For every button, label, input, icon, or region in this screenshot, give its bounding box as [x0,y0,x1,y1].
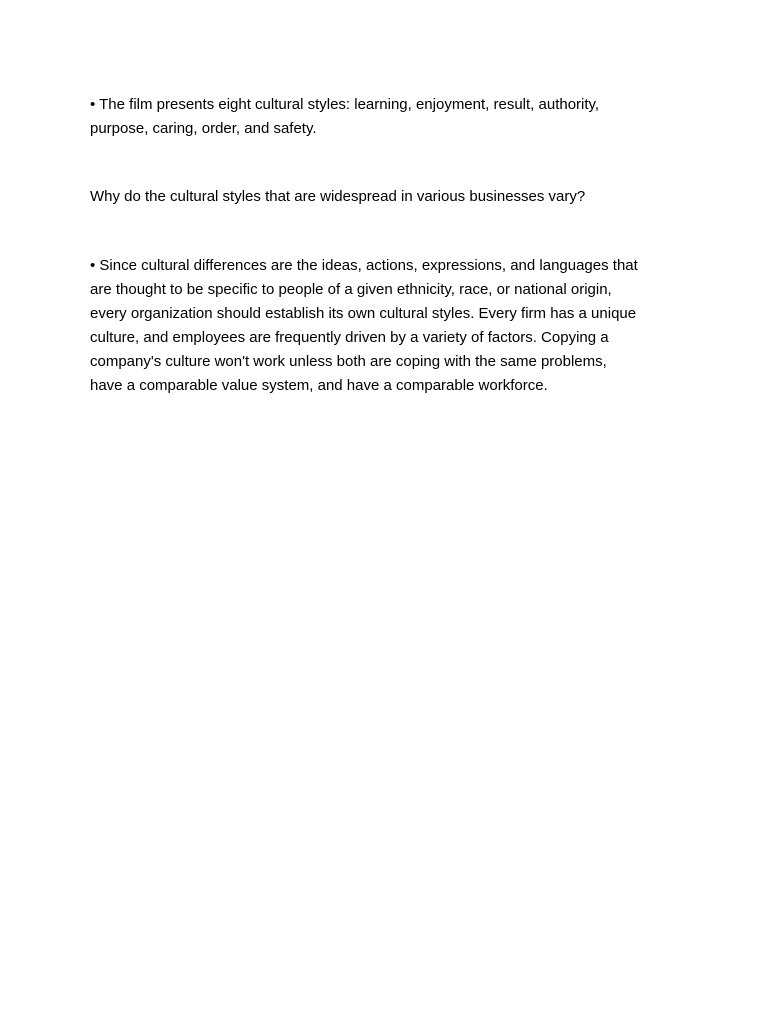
text-line: company's culture won't work unless both are coping with the same problems, [90,353,607,370]
text-line: • The film presents eight cultural styles: learning, enjoyment, result, authority, [90,96,600,113]
question-paragraph [90,185,690,209]
text-line: culture, and employees are frequently driven by a variety of factors. Copying a [90,329,609,346]
text-line: • Since cultural differences are the ideas, actions, expressions, and languages that [90,257,638,274]
text-line: are thought to be specific to people of a given ethnicity, race, or national origin, [90,281,612,298]
text-line: have a comparable value system, and have a comparable workforce. [90,377,548,394]
text-line: purpose, caring, order, and safety. [90,120,317,137]
text-line: Why do the cultural styles that are widespread in various businesses vary? [90,188,586,205]
bullet-paragraph-answer [90,254,690,398]
text-line: every organization should establish its own cultural styles. Every firm has a unique [90,305,637,322]
bullet-paragraph-cultural-styles [90,93,690,141]
